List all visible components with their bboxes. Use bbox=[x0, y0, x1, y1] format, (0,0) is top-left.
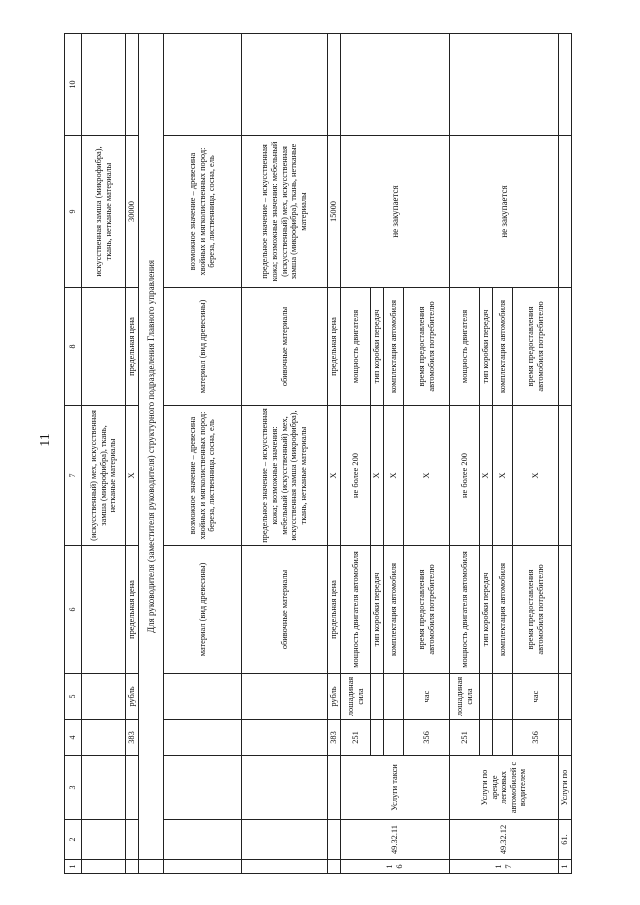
table-cell: 15000 bbox=[328, 136, 341, 288]
requirements-table bbox=[64, 33, 572, 874]
okpd-code: 49.32.11 bbox=[341, 820, 450, 860]
table-row bbox=[126, 34, 139, 874]
table-cell: материал (вид древесины) bbox=[164, 546, 242, 674]
table-cell: X bbox=[404, 406, 450, 546]
table-row bbox=[328, 34, 341, 874]
table-cell: тип коробки передач bbox=[480, 288, 493, 406]
table-cell: не более 200 bbox=[341, 406, 371, 546]
row-number: 1 7 bbox=[450, 860, 559, 874]
table-cell: предельная цена bbox=[328, 288, 341, 406]
table-cell: возможное значение – древесина хвойных и мягколиственных пород: береза, лиственница, сосна, ель bbox=[164, 406, 242, 546]
table-cell: комплектация автомобиля bbox=[384, 288, 404, 406]
table-cell: час bbox=[404, 674, 450, 720]
table-cell: 251 bbox=[450, 720, 480, 756]
section-title-row bbox=[139, 34, 164, 874]
table-cell: предельное значение – искусственная кожа; возможные значения: мебельный (искусственный) мех, искусственная замша (микрофибра), ткань, нетканые материалы bbox=[242, 136, 328, 288]
table-cell: мощность двигателя автомобиля bbox=[341, 546, 371, 674]
table-cell: предельное значение – искусственная кожа; возможные значения: мебельный (искусственный) мех, искусственная замша (микрофибра), ткань, нетканые материалы bbox=[242, 406, 328, 546]
service-name: Услуги такси bbox=[341, 756, 450, 820]
rotated-table-wrapper bbox=[64, 34, 576, 874]
service-name: Услуги по bbox=[559, 756, 572, 820]
not-purchased: не закупается bbox=[450, 136, 559, 288]
table-cell: мощность двигателя автомобиля bbox=[450, 546, 480, 674]
table-cell: время предоставления автомобиля потребителю bbox=[404, 288, 450, 406]
table-cell: предельная цена bbox=[328, 546, 341, 674]
table-cell: лошадиная сила bbox=[450, 674, 480, 720]
table-cell: X bbox=[513, 406, 559, 546]
table-cell: лошадиная сила bbox=[341, 674, 371, 720]
okpd-code: 61. bbox=[559, 820, 572, 860]
table-cell: X bbox=[480, 406, 493, 546]
header-cell: 3 bbox=[65, 756, 82, 820]
table-cell: 356 bbox=[404, 720, 450, 756]
table-cell: тип коробки передач bbox=[371, 288, 384, 406]
section-title: Для руководителя (заместителя руководителя) структурного подразделения Главного управления bbox=[139, 34, 164, 860]
table-cell: предельная цена bbox=[126, 546, 139, 674]
table-row bbox=[559, 34, 572, 874]
header-cell: 7 bbox=[65, 406, 82, 546]
table-cell: X bbox=[493, 406, 513, 546]
table-cell: 356 bbox=[513, 720, 559, 756]
table-row bbox=[242, 34, 328, 874]
okpd-code: 49.32.12 bbox=[450, 820, 559, 860]
table-cell: мощность двигателя bbox=[450, 288, 480, 406]
table-cell: возможное значение – древесина хвойных и мягколиственных пород: береза, лиственница, сосна, ель bbox=[164, 136, 242, 288]
not-purchased: не закупается bbox=[341, 136, 450, 288]
table-cell: X bbox=[126, 406, 139, 546]
table-cell: комплектация автомобиля bbox=[493, 546, 513, 674]
table-cell: время предоставления автомобиля потребителю bbox=[513, 546, 559, 674]
table-cell: предельная цена bbox=[126, 288, 139, 406]
header-cell: 5 bbox=[65, 674, 82, 720]
table-cell: 30000 bbox=[126, 136, 139, 288]
header-cell: 1 bbox=[65, 860, 82, 874]
table-cell bbox=[82, 288, 126, 406]
table-cell: время предоставления автомобиля потребителю bbox=[513, 288, 559, 406]
header-cell: 9 bbox=[65, 136, 82, 288]
table-cell: X bbox=[384, 406, 404, 546]
page-number: 11 bbox=[38, 433, 53, 447]
table-row bbox=[82, 34, 126, 874]
table-cell: мощность двигателя bbox=[341, 288, 371, 406]
table-cell: тип коробки передач bbox=[371, 546, 384, 674]
table-cell: X bbox=[371, 406, 384, 546]
table-row bbox=[341, 34, 371, 874]
service-name: Услуги по аренде легковых автомобилей с водителем bbox=[450, 756, 559, 820]
table-cell: тип коробки передач bbox=[480, 546, 493, 674]
table-cell: время предоставления автомобиля потребителю bbox=[404, 546, 450, 674]
header-cell: 10 bbox=[65, 34, 82, 136]
table-cell: 383 bbox=[126, 720, 139, 756]
table-cell: не более 200 bbox=[450, 406, 480, 546]
table-cell: искусственная замша (микрофибра), ткань, нетканые материалы bbox=[82, 136, 126, 288]
table-cell: обивочные материалы bbox=[242, 288, 328, 406]
table-cell: комплектация автомобиля bbox=[384, 546, 404, 674]
table-cell: обивочные материалы bbox=[242, 546, 328, 674]
table-row bbox=[450, 34, 480, 874]
header-cell: 6 bbox=[65, 546, 82, 674]
table-cell: 251 bbox=[341, 720, 371, 756]
table-cell: материал (вид древесины) bbox=[164, 288, 242, 406]
header-cell: 4 bbox=[65, 720, 82, 756]
table-cell bbox=[82, 546, 126, 674]
table-cell: рубль bbox=[328, 674, 341, 720]
table-cell: час bbox=[513, 674, 559, 720]
table-cell: (искусственный) мех, искусственная замша (микрофибра), ткань, нетканые материалы bbox=[82, 406, 126, 546]
table-row bbox=[164, 34, 242, 874]
row-number: 1 6 bbox=[341, 860, 450, 874]
table-cell: 383 bbox=[328, 720, 341, 756]
table-cell: X bbox=[328, 406, 341, 546]
table-cell: комплектация автомобиля bbox=[493, 288, 513, 406]
row-number: 1 bbox=[559, 860, 572, 874]
header-cell: 2 bbox=[65, 820, 82, 860]
header-cell: 8 bbox=[65, 288, 82, 406]
table-cell: рубль bbox=[126, 674, 139, 720]
header-row bbox=[65, 34, 82, 874]
